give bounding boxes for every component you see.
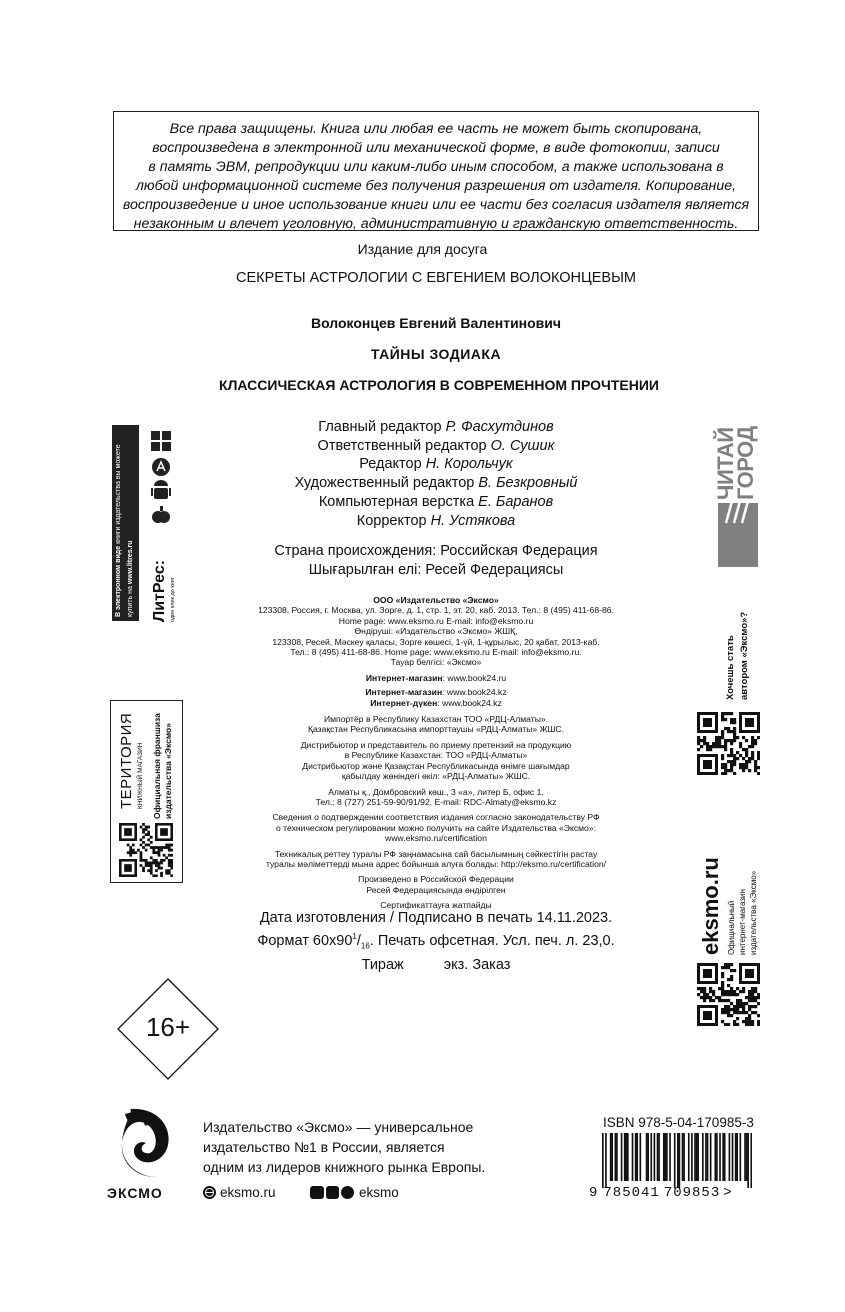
copyright-line: воспроизведена в электронной или механической форме, в виде фотокопии, записи: [152, 140, 720, 156]
print-info: Дата изготовления / Подписано в печать 14.11.2023. Формат $60х90^1/_{16}$. Печать офсетная. Усл. печ. л. 23,0. Тираж экз. Заказ: [257, 910, 615, 973]
territory-sub: КНИЖНЫЙ МАГАЗИН: [137, 742, 144, 809]
litres-panel: В электронном виде книги издательства вы можете купить на www.litres.ru: [112, 425, 139, 621]
telegram-icon: [341, 1186, 354, 1199]
credit-line: Ответственный редактор О. Сушик: [317, 437, 555, 454]
eksmo-logo: [116, 1103, 176, 1181]
chitai-gorod-logo: ЧИТАЙ ГОРОД: [716, 405, 759, 567]
become-author-text: Хочешь стать автором «Эксмо»?: [725, 611, 750, 700]
publisher-blurb: Издательство «Эксмо» — универсальное издательство №1 в России, является одним из лидеров книжного рынка Европы.: [203, 1119, 486, 1175]
publisher-info: ООО «Издательство «Эксмо» 123308, Россия, г. Москва, ул. Зорге, д. 1, стр. 1, эт. 20, каб. 2013. Тел.: 8 (495) 411-68-86. Home page: www.eksmo.ru E-mail: info@eksmo.ru Өндіруші: «Издательство «Эксмо» ЖШҚ, 123308, Ресей, Мәскеу қаласы, Зорге көшесі, 1-үй, 1-құрылыс, 20 қабат, 2013-каб. Тел.: 8 (495) 411-68-86. Home page: www.eksmo.ru E-mail: info@eksmo.ru. Тауар белгісі: «Эксмо» Интернет-магазин: www.book24.ru Интернет-магазин: www.book24.kz Интернет-дүкен: www.book24.kz Импортёр в Республику Казахстан ТОО «РДЦ-Алматы». Қазақстан Республикасына импорттаушы «РДЦ-Алматы» ЖШС. Дистрибьютор и представитель по приему претензий на продукцию в Республике Казахстан: ТОО «РДЦ-Алматы» Дистрибьютор және Қазақстан Республикасында өнімге шағымдар қабылдау жөніндегі өкіл: «РДЦ-Алматы» ЖШС. Алматы қ., Домбровский көш., 3 «а», литер Б, офис 1. Тел.: 8 (727) 251-59-90/91/92. E-mail: RDC-Almaty@eksmo.kz Сведения о подтверждении соответствия издания согласно законодательству РФ о техническом регулировании можно получить на сайте Издательства «Эксмо»: www.eksmo.ru/certification Техникалық реттеу туралы РФ заңнамасына сай басылымның сәйкестігін растау туралы мәліметтерді мына адрес бойынша алуға болады: http://eksmo.ru/certification/ Произведено в Российской Федерации Ресей Федерациясында өндірілген Сертификаттауға жатпайды: [236, 595, 636, 911]
litres-tagline: один клик до книг: [170, 577, 176, 622]
author-name: Волоконцев Евгений Валентинович: [310, 315, 562, 331]
web-link[interactable]: eksmo.ru: [203, 1185, 276, 1200]
book-title: ТАЙНЫ ЗОДИАКА: [370, 346, 502, 362]
territory-franchise-text: Официальная франшиза издательства «Эксмо»: [152, 713, 173, 819]
shop-line: Интернет-магазин: www.book24.kz: [365, 687, 507, 698]
globe-icon: [203, 1186, 216, 1199]
copyright-line: воспроизведение и иное использование книги или ее части без согласия издателя является: [122, 197, 750, 213]
copyright-notice: [113, 111, 759, 231]
series-title: СЕКРЕТЫ АСТРОЛОГИИ С ЕВГЕНИЕМ ВОЛОКОНЦЕВЫМ: [236, 270, 636, 286]
shop-line: Интернет-дүкен: www.book24.kz: [370, 697, 502, 708]
credit-line: Компьютерная верстка Е. Баранов: [318, 493, 554, 510]
copyright-line: Все права защищены. Книга или любая ее часть не может быть скопирована,: [169, 121, 703, 137]
credits-list: [236, 418, 636, 530]
credit-line: Редактор Н. Корольчук: [359, 456, 513, 473]
copyright-line: любой информационной системе без получения разрешения от издателя. Копирование,: [135, 178, 737, 194]
qr-code-territory[interactable]: [119, 823, 173, 882]
vk-icon: [310, 1186, 324, 1199]
isbn-barcode: [602, 1133, 752, 1193]
platform-icons: [148, 428, 174, 528]
qr-code-eksmo[interactable]: [697, 963, 760, 1031]
barcode-digits: 9 785041 709853 >: [589, 1185, 732, 1201]
windows-icon: [151, 431, 171, 451]
chitai-stripes-icon: [720, 499, 756, 525]
ok-icon: [326, 1186, 339, 1199]
apple-icon: [152, 506, 170, 523]
age-rating-badge: 16+: [117, 978, 219, 1080]
eksmo-swirl-icon: [116, 1103, 176, 1181]
isbn-number: ISBN 978-5-04-170985-3: [603, 1115, 754, 1130]
shop-line: Интернет-магазин: www.book24.ru: [365, 672, 507, 683]
credit-line: Корректор Н. Устякова: [356, 512, 516, 529]
territory-logo: ТЕРИТОРИЯ: [118, 712, 135, 809]
edition-type: Издание для досуга: [357, 241, 488, 257]
copyright-line: незаконным и влечет уголовную, административную и гражданскую ответственность.: [133, 216, 739, 232]
origin-country: Страна происхождения: Российская Федерация Шығарылған елі: Ресей Федерациясы: [274, 543, 598, 578]
credit-line: Главный редактор Р. Фасхутдинов: [318, 419, 554, 435]
eksmo-store-text: Официальный интернет-магазин издательства «Эксмо»: [727, 870, 758, 955]
credit-line: Художественный редактор В. Безкровный: [294, 475, 578, 492]
qr-code-author[interactable]: [697, 712, 760, 780]
android-icon: [151, 480, 171, 499]
eksmo-store-logo: eksmo.ru: [698, 857, 723, 955]
social-links[interactable]: eksmo: [310, 1185, 399, 1200]
eksmo-brand: ЭКСМО: [107, 1185, 163, 1201]
litres-logo: ЛитРес:: [151, 559, 168, 622]
territory-franchise-block: [110, 700, 183, 883]
book-subtitle: КЛАССИЧЕСКАЯ АСТРОЛОГИЯ В СОВРЕМЕННОМ ПРОЧТЕНИИ: [219, 377, 659, 393]
copyright-line: в память ЭВМ, репродукции или каким-либо иным способом, а также использована в: [148, 159, 724, 175]
app-store-icon: [152, 458, 170, 476]
